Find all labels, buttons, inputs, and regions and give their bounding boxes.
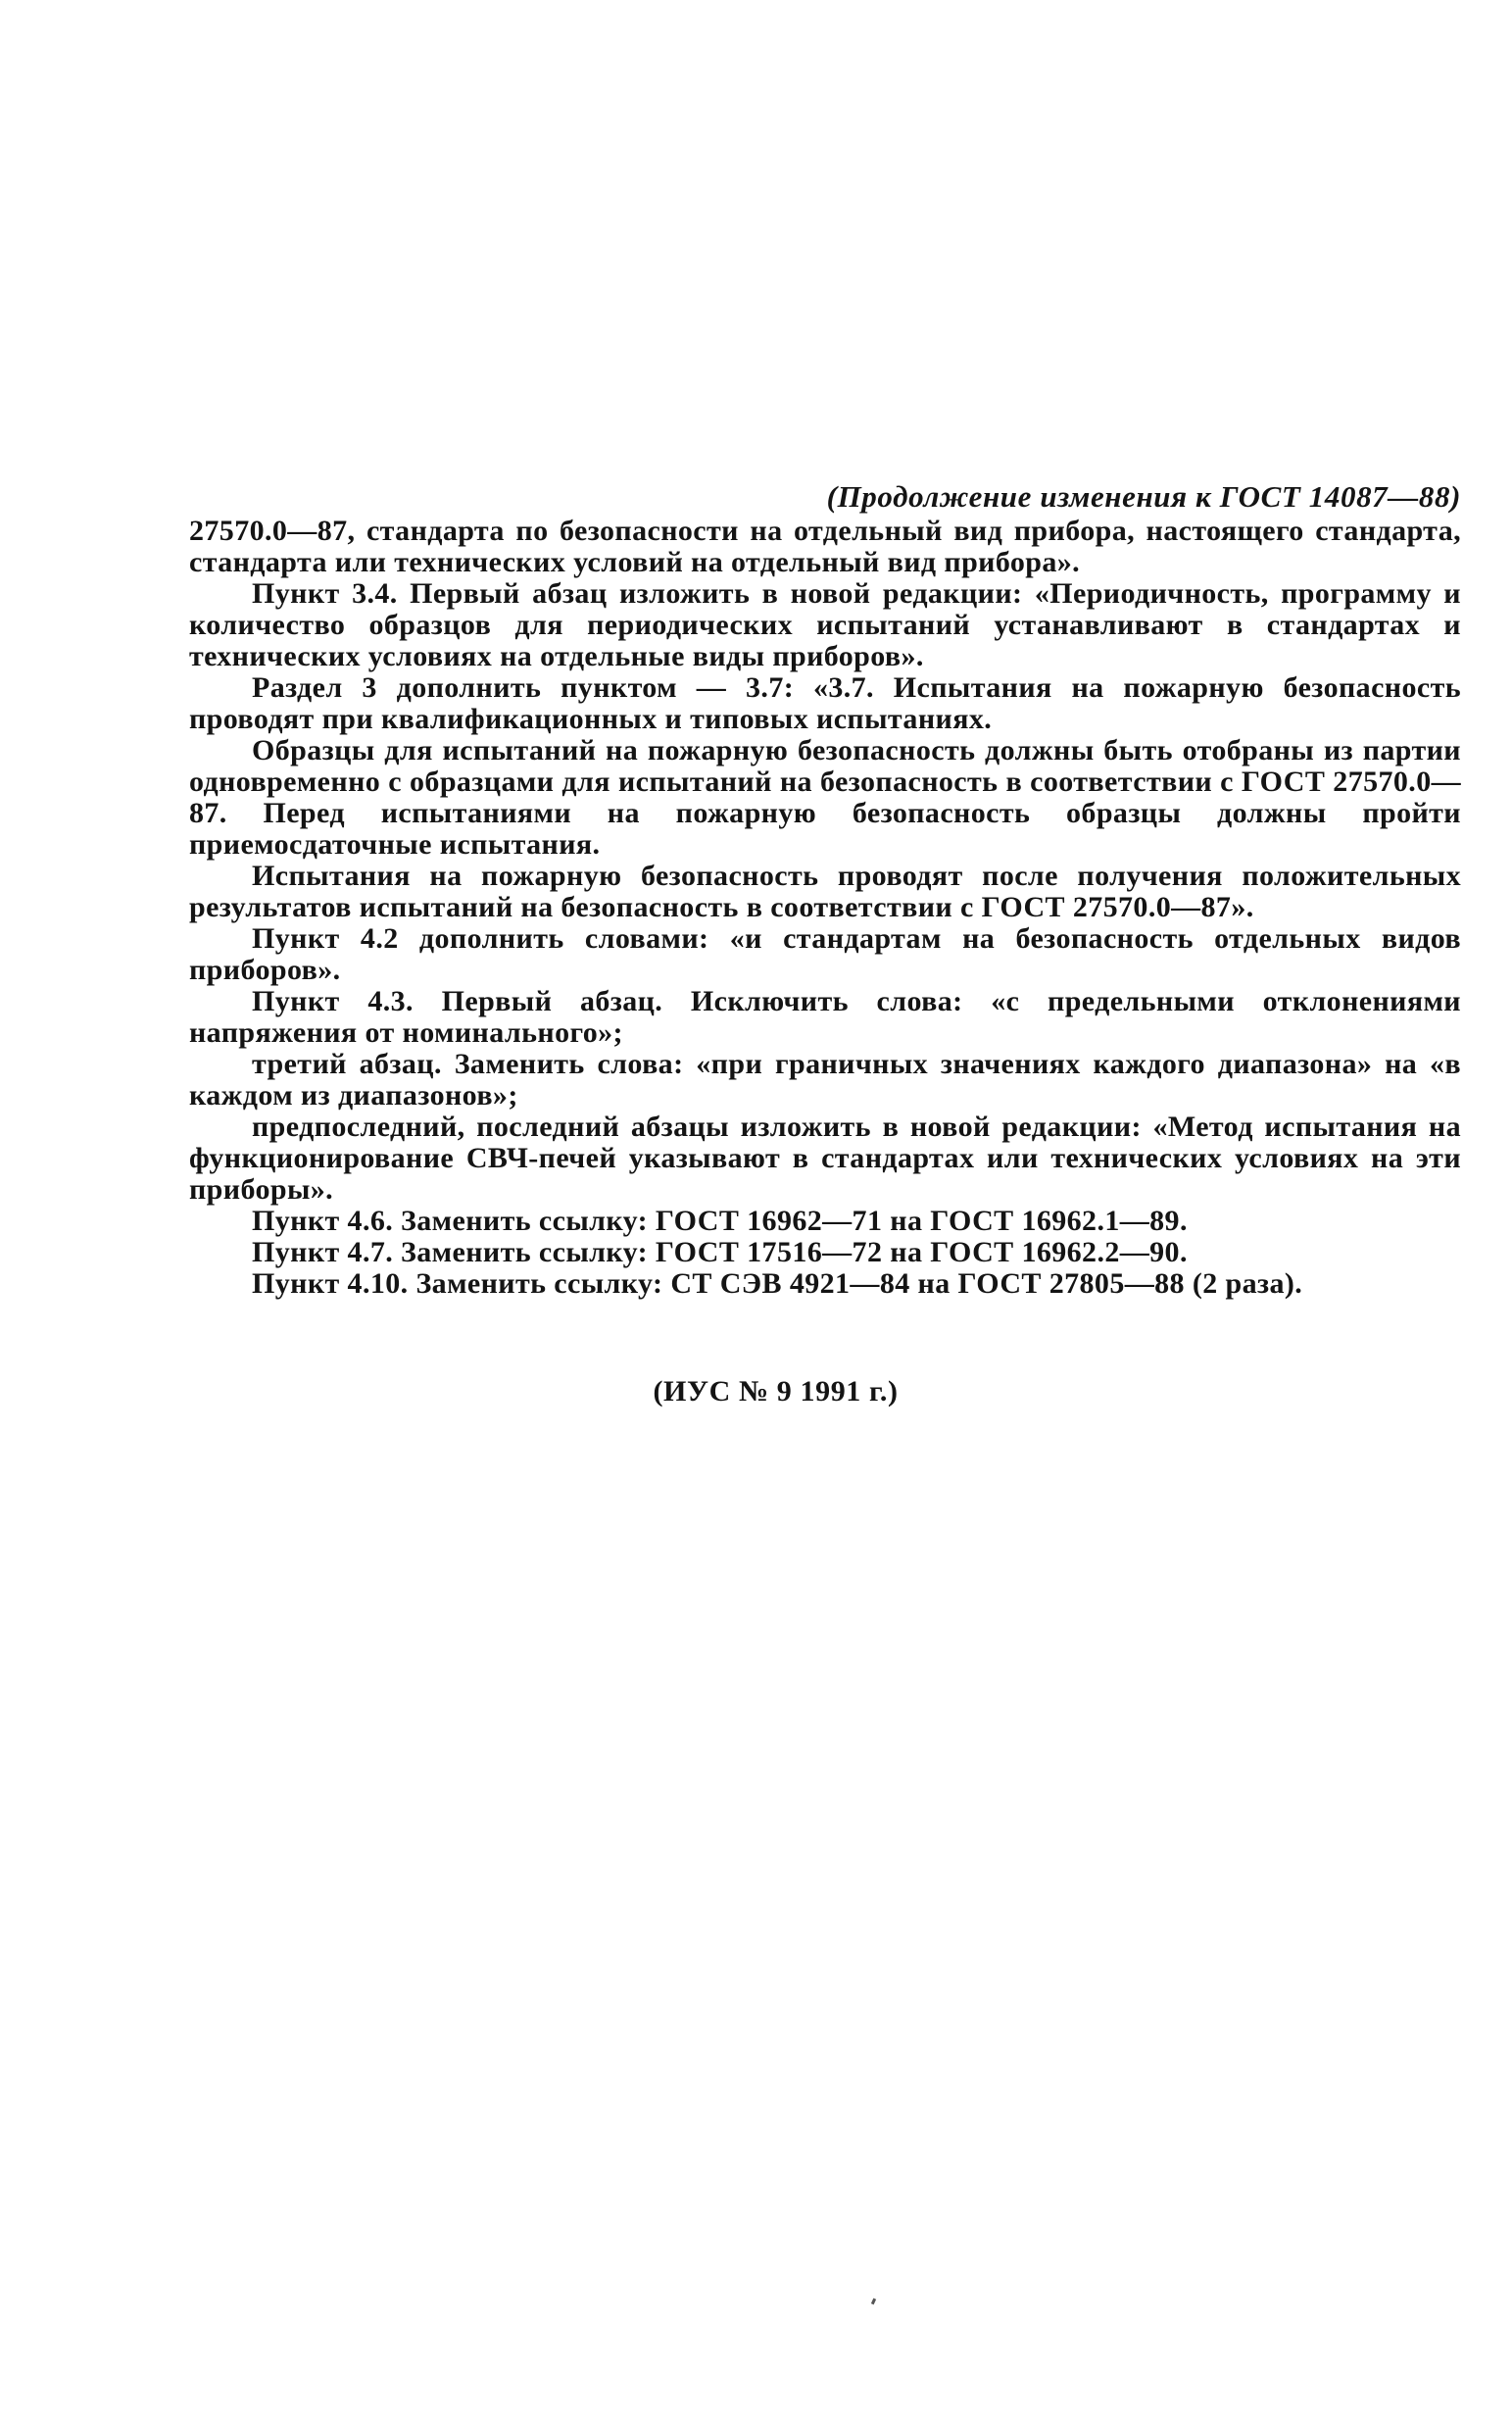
paragraph-continuation: 27570.0—87, стандарта по безопасности на отдельный вид прибора, настоящего стандарта, стандарта или технических условий на отдельный вид прибора». xyxy=(189,515,1461,578)
paragraph-item-4-2: Пункт 4.2 дополнить словами: «и стандартам на безопасность отдельных видов приборов». xyxy=(189,922,1461,986)
paragraph-fire-tests: Испытания на пожарную безопасность проводят после получения положительных результатов испытаний на безопасность в соответствии с ГОСТ 27570.0—87». xyxy=(189,860,1461,923)
paragraph-samples: Образцы для испытаний на пожарную безопасность должны быть отобраны из партии одновременно с образцами для испытаний на безопасность в соответствии с ГОСТ 27570.0—87. Перед испытаниями на пожарную безопасность образцы должны пройти приемосдаточные испытания. xyxy=(189,734,1461,861)
continuation-header: (Продолжение изменения к ГОСТ 14087—88) xyxy=(826,479,1461,514)
paragraph-third-abzac: третий абзац. Заменить слова: «при граничных значениях каждого диапазона» на «в каждом из диапазонов»; xyxy=(189,1048,1461,1112)
document-body xyxy=(189,480,1461,1300)
source-reference: (ИУС № 9 1991 г.) xyxy=(653,1375,899,1408)
paragraph-item-4-6: Пункт 4.6. Заменить ссылку: ГОСТ 16962—71 на ГОСТ 16962.1—89. xyxy=(252,1205,1188,1237)
paragraph-penultimate-last: предпоследний, последний абзацы изложить в новой редакции: «Метод испытания на функционирование СВЧ-печей указывают в стандартах или технических условиях на эти приборы». xyxy=(189,1111,1461,1206)
scan-speck xyxy=(871,2298,876,2305)
paragraph-section-3-add: Раздел 3 дополнить пунктом — 3.7: «3.7. Испытания на пожарную безопасность проводят при квалификационных и типовых испытаниях. xyxy=(189,671,1461,735)
paragraph-item-4-7: Пункт 4.7. Заменить ссылку: ГОСТ 17516—72 на ГОСТ 16962.2—90. xyxy=(252,1236,1188,1268)
paragraph-item-4-10: Пункт 4.10. Заменить ссылку: СТ СЭВ 4921—84 на ГОСТ 27805—88 (2 раза). xyxy=(252,1267,1303,1300)
paragraph-item-4-3: Пункт 4.3. Первый абзац. Исключить слова: «с предельными отклонениями напряжения от номинального»; xyxy=(189,985,1461,1049)
paragraph-item-3-4: Пункт 3.4. Первый абзац изложить в новой редакции: «Периодичность, программу и количество образцов для периодических испытаний устанавливают в стандартах и технических условиях на отдельные виды приборов». xyxy=(189,577,1461,672)
